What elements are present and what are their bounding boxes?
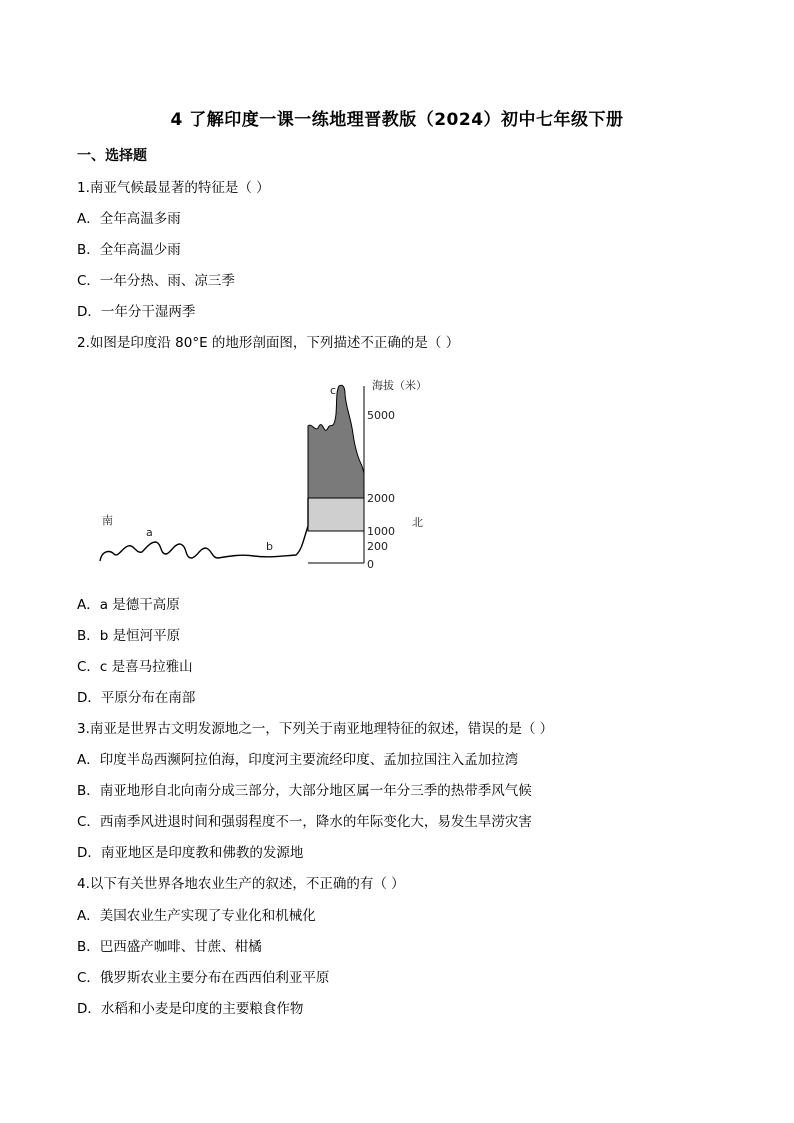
band-200-1000 xyxy=(308,531,364,563)
question-4-option-a: A．美国农业生产实现了专业化和机械化 xyxy=(77,908,316,924)
axis-title: 海拔（米） xyxy=(372,379,427,392)
question-3-option-d: D．南亚地区是印度教和佛教的发源地 xyxy=(77,845,304,861)
label-c: c xyxy=(330,384,337,397)
question-3-option-c: C．西南季风进退时间和强弱程度不一，降水的年际变化大，易发生旱涝灾害 xyxy=(77,814,532,830)
question-2-stem: 2.如图是印度沿 80°E 的地形剖面图，下列描述不正确的是（ ） xyxy=(77,335,460,351)
label-south: 南 xyxy=(102,514,113,527)
question-1-option-d: D．一年分干湿两季 xyxy=(77,304,196,320)
terrain-profile-svg xyxy=(96,378,436,578)
question-4-option-c: C．俄罗斯农业主要分布在西西伯利亚平原 xyxy=(77,970,330,986)
question-3-stem: 3.南亚是世界古文明发源地之一，下列关于南亚地理特征的叙述，错误的是（ ） xyxy=(77,721,554,737)
terrain-outline xyxy=(100,498,308,561)
question-4-option-d: D．水稻和小麦是印度的主要粮食作物 xyxy=(77,1001,304,1017)
page-title: 4 了解印度一课一练地理晋教版（2024）初中七年级下册 xyxy=(170,110,624,130)
tick-5000: 5000 xyxy=(367,409,395,422)
section-heading: 一、选择题 xyxy=(77,148,147,164)
question-1-option-c: C．一年分热、雨、凉三季 xyxy=(77,273,235,289)
label-a: a xyxy=(146,526,153,539)
band-above-2000 xyxy=(308,385,364,498)
tick-0: 0 xyxy=(367,558,374,571)
band-1000-2000 xyxy=(308,498,364,531)
label-north: 北 xyxy=(412,516,423,529)
question-2-option-c: C．c 是喜马拉雅山 xyxy=(77,659,193,675)
terrain-profile-figure xyxy=(96,378,436,578)
question-4-stem: 4.以下有关世界各地农业生产的叙述，不正确的有（ ） xyxy=(77,876,405,892)
question-1-option-a: A．全年高温多雨 xyxy=(77,211,181,227)
question-4-option-b: B．巴西盛产咖啡、甘蔗、柑橘 xyxy=(77,939,262,955)
tick-1000: 1000 xyxy=(367,525,395,538)
tick-200: 200 xyxy=(367,540,388,553)
tick-2000: 2000 xyxy=(367,492,395,505)
question-3-option-a: A．印度半岛西濒阿拉伯海，印度河主要流经印度、孟加拉国注入孟加拉湾 xyxy=(77,752,519,768)
question-2-option-a: A．a 是德干高原 xyxy=(77,597,180,613)
label-b: b xyxy=(266,540,273,553)
question-1-option-b: B．全年高温少雨 xyxy=(77,242,181,258)
question-2-option-d: D．平原分布在南部 xyxy=(77,690,196,706)
question-2-option-b: B．b 是恒河平原 xyxy=(77,628,181,644)
question-3-option-b: B．南亚地形自北向南分成三部分，大部分地区属一年分三季的热带季风气候 xyxy=(77,783,532,799)
question-1-stem: 1.南亚气候最显著的特征是（ ） xyxy=(77,180,270,196)
